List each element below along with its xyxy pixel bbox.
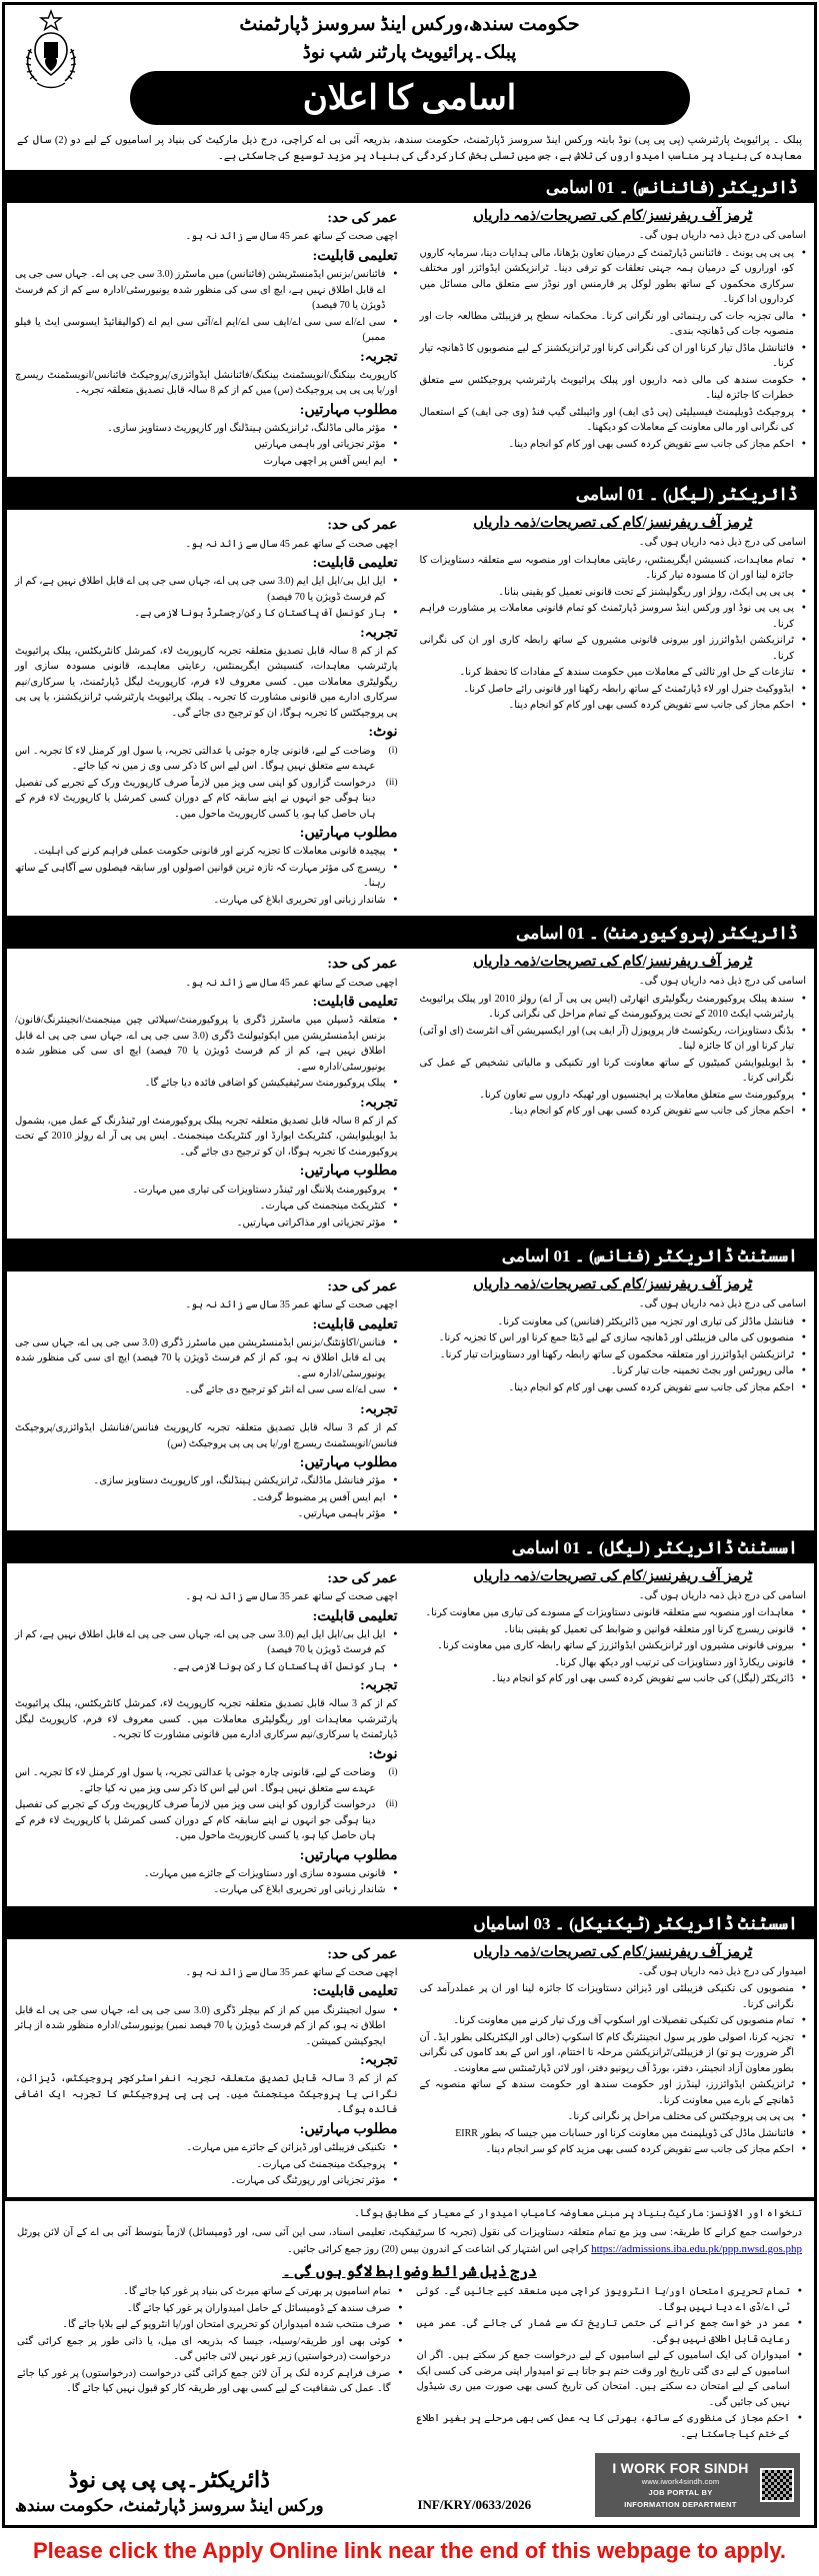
tor-item: ● حکومت سندھ کی مالی ذمہ داریوں اور پبلک پرائیویٹ پارٹنرشپ پروجیکٹس سے متعلق خطرات کا جائزہ لینا۔ (420, 373, 807, 404)
job-body (5, 510, 814, 918)
education-item: ● بار کونسل آف پاکستان کا رکن/رجسٹرڈ ہونا لازمی ہے۔ (15, 606, 398, 622)
conditions-columns (17, 2284, 802, 2445)
skill-item: ● ریسرچ کی مؤثر مہارت کہ تازہ ترین قوانین اصولوں اور سابقہ فیصلوں سے آگاہی کے ساتھ رہنا۔ (15, 861, 398, 892)
condition-item: ● صرف سندھ کے ڈومیسائل کے حامل امیدواران پر غور کیا جائے گا۔ (17, 2301, 403, 2317)
skills-label: مطلوب مہارتیں: (299, 1847, 398, 1863)
skill-item: ● ایم ایس آفس پر اچھی مہارت (15, 454, 398, 470)
tor-intro: امیدوار کی درج ذیل ذمہ داریاں ہوں گی۔ (637, 1965, 806, 1977)
tor-item: ● پی پی پی نوڈ اور ورکس اینڈ سروسز ڈپارٹمنٹ کو تمام قانونی معاملات پر مشاورت فراہم کرنا۔ (420, 601, 807, 632)
tor-intro: اسامی کی درج ذیل ذمہ داریاں ہوں گی۔ (638, 976, 806, 988)
tor-item: ● احکم مجاز کی جانب سے تفویض کردہ کسی بھی مزید کام کو سر انجام دینا۔ (420, 2142, 807, 2158)
advertisement-page (0, 2, 819, 2576)
education-label: تعلیمی قابلیت: (312, 556, 398, 572)
education-list (15, 1013, 398, 1092)
experience-label: تجربہ: (360, 625, 398, 641)
age-limit-value: اچھی صحت کے ساتھ عمر 35 سال سے زائد نہ ہو۔ (185, 1299, 398, 1311)
tor-item: ● معاہدات اور منصوبہ سے متعلقہ قانونی دستاویزات کے مسودے کی تیاری میں معاونت کرنا۔ (420, 1605, 807, 1621)
tor-item: ● پی پی پی ایکٹ، رولز اور ریگولیشنز کے تحت قانونی تعمیل کو یقینی بنانا۔ (420, 585, 807, 601)
age-limit-value: اچھی صحت کے ساتھ عمر 35 سال سے زائد نہ ہو۔ (185, 1966, 398, 1978)
note-marker: (i) (388, 1767, 398, 1778)
apply-online-banner: Please click the Apply Online link near the end of this webpage to apply. (0, 2528, 819, 2576)
conditions-list-left (417, 2284, 803, 2443)
iwork-text (601, 2461, 760, 2509)
skill-item: ● تکنیکی فزیبلٹی اور ڈیزائن کے جائزے میں مہارت۔ (15, 2140, 398, 2156)
terms-of-reference-column (410, 949, 815, 1239)
experience-value: کم از کم 8 سالہ قابل تصدیق متعلقہ تجربہ پبلک پروکیورمنٹ اور ٹینڈرنگ کے عمل میں، بشمول بڈ ایویلیوایشن، کنٹریکٹ ایوارڈ اور کنٹریکٹ مینجمنٹ۔ ایس پی پی آر اے رولز 2010 کے تحت پروکیورمنٹ کا تجربہ ہوگا، ان کو ترجیح دی جائے گی۔ (15, 1115, 398, 1158)
experience-label: تجربہ: (360, 349, 398, 365)
signature-block (5, 2449, 814, 2525)
tor-list (420, 1981, 807, 2158)
education-label: تعلیمی قابلیت: (312, 248, 398, 264)
job-title-bar: اسسٹنٹ ڈائریکٹر (فنانس) ۔ 01 اسامی (5, 1241, 814, 1272)
terms-of-reference-column (410, 203, 815, 477)
skill-item: ● مؤثر تجزیاتی اور باہمی مہارتیں (15, 437, 398, 453)
skill-item: ● پروکیورمنٹ پلاننگ اور ٹینڈر دستاویزات کی تیاری میں مہارت۔ (15, 1183, 398, 1199)
job-body (5, 1272, 814, 1532)
note-list (15, 1765, 398, 1844)
note-item: (i) وضاحت کے لیے، قانونی چارہ جوئی یا عدالتی تجربہ، یا سول اور کرمنل لاء کا تجربہ۔ اس عہدے سے متعلق نہیں ہوگا۔ اس لیے اس کا ذکر سی وی ز میں نہ کیا جائے۔ (15, 745, 398, 773)
tor-list (420, 553, 807, 714)
skill-item: ● ایم ایس آفس پر مضبوط گرفت۔ (15, 1490, 398, 1506)
job-body (5, 1939, 814, 2199)
tor-item: ● احکم مجاز کی جانب سے تفویض کردہ کسی بھی اور کام کو انجام دینا۔ (420, 1104, 807, 1120)
department-line-1: حکومت سندھ،ورکس اینڈ سروسز ڈپارٹمنٹ (239, 14, 580, 35)
tor-item: ● تمام منصوبوں کی تکنیکی تفصیلات اور اسکوپ آف ورک تیار کرنے میں معاونت کرنا۔ (420, 2013, 807, 2029)
note-item: (ii) درخواست گزاروں کو اپنی سی ویز میں لازماً صرف کارپوریٹ ورک کے تجربے کی تفصیل دینا ہوگی جو انہوں نے اپنے سابقہ کام کے دوران کسی کمرشل یا کارپوریٹ لاء فرم کے ہاں حاصل کیا ہو، یا کسی کارپوریٹ ماحول میں۔ (15, 777, 398, 820)
advertisement-frame (2, 2, 817, 2528)
age-limit-label: عمر کی حد: (327, 1946, 398, 1962)
masthead (5, 5, 814, 131)
skill-item: ● کنٹریکٹ مینجمنٹ کی مہارت۔ (15, 1199, 398, 1215)
tor-item: ● منصوبوں کی تکنیکی فزیبلٹی اور ڈیزائن دستاویزات کا جائزہ لینا اور ان پر عملدرآمد کی نگرانی کرنا۔ (420, 1981, 807, 2012)
tor-item: ● فائنانشل ماڈل کی ڈویلپمنٹ میں معاونت کرنا اور حسابات میں جیسا کہ بطور EIRR (420, 2126, 807, 2142)
tor-item: ● احکم مجاز کی جانب سے تفویض کردہ کسی بھی اور کام کو انجام دینا۔ (420, 1380, 807, 1396)
experience-value: کم از کم 3 سالہ قابل تصدیق متعلقہ تجربہ کارپوریٹ فنانس/فنانشل ایڈوائزری/پروجیکٹ فنانس/انویسٹمنٹ ریسرچ اور/یا پی پی پی پروجیکٹ (س) (15, 1422, 398, 1449)
note-item: (ii) درخواست گزاروں کو اپنی سی ویز میں لازماً صرف کارپوریٹ ورک کے تجربے کی تفصیل دینا ہوگی جو انہوں نے اپنے سابقہ کام کے دوران کسی کمرشل یا کارپوریٹ لاء فرم کے ہاں حاصل کیا ہو، یا کسی کارپوریٹ ماحول میں۔ (15, 1799, 398, 1842)
department-line-2: پبلک۔پرائیویٹ پارٹنر شپ نوڈ (302, 41, 517, 62)
note-label: نوٹ: (368, 1746, 398, 1762)
job-body (5, 203, 814, 479)
age-limit-label: عمر کی حد: (327, 957, 398, 973)
tor-item: ● فنانشل ماڈلز کی تیاری اور تجزیہ میں ڈائریکٹر (فنانس) کی معاونت کرنا۔ (420, 1314, 807, 1330)
qr-code-icon (760, 2468, 794, 2502)
skills-list (15, 2140, 398, 2189)
experience-value: کم از کم 8 سالہ قابل تصدیق متعلقہ تجربہ کارپوریٹ لاء، کمرشل کانٹریکٹس، پبلک پرائیویٹ پارٹنرشپ معاہدات، کنسیشن ایگریمنٹس، رعایتی معاہدے، قانونی مسودہ سازی اور ریگولیٹری معاملات میں۔ کسی معروف لاء فرم، کارپوریٹ لیگل ڈپارٹمنٹ، یا سرکاری/نیم سرکاری ادارے میں قانونی مشاورت کا تجربہ۔ پبلک پرائیویٹ پارٹنرشپ ٹرانزیکشنز، یا پی پی پی پروجیکٹس کا تجربہ ہوگا، ان کو ترجیح دی جائے گی۔ (15, 645, 398, 719)
education-item: ● سی اے/اے سی سی اے/ایف سی اے/ایم اے/آئی سی ایم اے (کوالیفائیڈ ایسوسی ایٹ یا فیلو ممبر) (15, 315, 398, 346)
tor-intro: اسامی کی درج ذیل ذمہ داریاں ہوں گی۔ (638, 537, 806, 549)
apply-method-text: درخواست جمع کرانے کا طریقہ: سی ویز مع تمام متعلقہ دستاویزات کی نقول (تجربہ کا سرٹیفکیٹ، تعلیمی اسناد، سی این آئی سی، اور ڈومیسائل) لازماً بتوسط آئی بی اے کے آن لائن پورٹل (17, 2226, 802, 2238)
iwork-url: www.iwork4sindh.com (641, 2477, 720, 2487)
tor-list (420, 992, 807, 1120)
job-body (5, 1563, 814, 1908)
experience-value: کم از کم 3 سالہ قابل تصدیق متعلقہ تجربہ کارپوریٹ لاء، کمرشل کانٹریکٹس، پبلک پرائیویٹ پارٹنرشپ معاہدات اور ریگولیٹری معاملات میں۔ کسی معروف لاء فرم، کارپوریٹ لیگل ڈپارٹمنٹ یا سرکاری/نیم سرکاری ادارے میں قانونی مشاورت کا تجربہ۔ (15, 1698, 398, 1741)
skill-item: ● شاندار زبانی اور تحریری ابلاغ کی مہارت۔ (15, 1882, 398, 1898)
skills-label: مطلوب مہارتیں: (299, 826, 398, 842)
salary-line: تنخواہ اور الاؤنسز: مارکیٹ بنیاد پر مبنی معاوضہ کامیاب امیدوار کے معیار کے مطابق ہوگا۔ (354, 2207, 802, 2219)
education-label: تعلیمی قابلیت: (312, 1316, 398, 1332)
age-limit-value: اچھی صحت کے ساتھ عمر 45 سال سے زائد نہ ہو۔ (185, 977, 398, 989)
tor-item: ● بڈنگ دستاویزات، ریکوئسٹ فار پروپوزل (آر ایف پی) اور ایکسپریشن آف انٹرسٹ (ای او آئی) تیار کرنا اور ان کا جائزہ لینا۔ (420, 1024, 807, 1055)
education-item: ● ایل ایل بی/ایل ایل ایم (3.0 سی جی پی اے، جہاں سی جی پی اے قابل اطلاق نہیں ہے، کم از کم فرسٹ ڈویژن یا 70 فیصد) (15, 1627, 398, 1658)
education-list (15, 1627, 398, 1675)
tor-list (420, 1314, 807, 1396)
skill-item: ● شاندار زبانی اور تحریری ابلاغ کی مہارت۔ (15, 893, 398, 909)
note-list (15, 744, 398, 823)
skills-label: مطلوب مہارتیں: (299, 1455, 398, 1471)
job-title-bar: ڈائریکٹر (لیگل) ۔ 01 اسامی (5, 479, 814, 510)
tor-heading: ٹرمز آف ریفرنسز/کام کی تصریحات/ذمہ داریاں (473, 1277, 753, 1293)
tor-item: ● تنازعات کے حل اور ثالثی کے معاملات میں حکومت سندھ کے مفادات کا تحفظ کرنا۔ (420, 665, 807, 681)
note-marker: (i) (388, 745, 398, 756)
tor-heading: ٹرمز آف ریفرنسز/کام کی تصریحات/ذمہ داریاں (473, 515, 753, 532)
skills-label: مطلوب مہارتیں: (299, 402, 398, 418)
job-requirements-column (5, 510, 410, 916)
tor-heading: ٹرمز آف ریفرنسز/کام کی تصریحات/ذمہ داریاں (473, 1943, 753, 1960)
job-title-bar: ڈائریکٹر (پروکیورمنٹ) ۔ 01 اسامی (5, 918, 814, 949)
tor-item: ● مالی تجزیہ جات کی رہنمائی اور نگرانی کرنا۔ محکمانہ سطح پر فزیبلٹی مطالعہ جات اور منصوبہ جات کی ڈھانچہ بندی۔ (420, 309, 807, 340)
skill-item: ● مؤثر باہمی مہارتیں۔ (15, 1506, 398, 1522)
govt-of-sindh-emblem-icon (15, 9, 87, 95)
skills-list (15, 1473, 398, 1522)
job-listings (5, 172, 814, 2198)
skills-list (15, 1866, 398, 1898)
job-title-bar: اسسٹنٹ ڈائریکٹر (لیگل) ۔ 01 اسامی (5, 1532, 814, 1563)
education-list (15, 574, 398, 622)
education-item: ● متعلقہ ڈسپلن میں ماسٹرز ڈگری یا پروکیورمنٹ/سپلائی چین مینجمنٹ/انجینئرنگ/قانون/بزنس ایڈمنسٹریشن میں ایکوئیولنٹ ڈگری (3.0 سی جی پی اے، جہاں سی جی پی اے قابل اطلاق نہیں ہے، کم از کم فرسٹ ڈویژن یا 70 فیصد) ایچ ای سی کی منظور شدہ یونیورسٹی/ادارہ سے۔ (15, 1013, 398, 1075)
age-limit-label: عمر کی حد: (327, 1280, 398, 1295)
tor-item: ● قانونی ریکارڈ اور دستاویزات کی ترتیب اور دیکھ بھال کرنا۔ (420, 1655, 807, 1671)
terms-of-reference-column (410, 510, 815, 916)
skill-item: ● مؤثر تجزیاتی اور مذاکراتی مہارتیں۔ (15, 1216, 398, 1232)
condition-item: ● صرف منتخب شدہ امیدواران کو تحریری امتحان اور/یا انٹرویو کے لیے بلایا جائے گا۔ (17, 2317, 403, 2333)
education-item: ● بار کونسل آف پاکستان کا رکن ہونا لازمی ہے۔ (15, 1659, 398, 1675)
note-item: (i) وضاحت کے لیے، قانونی چارہ جوئی یا عدالتی تجربہ، یا سول اور کرمنل لاء کا تجربہ۔ اس عہدے سے متعلق نہیں ہوگا۔ اس لیے اس کا ذکر سی ویز میں نہ کیا جائے۔ (15, 1767, 398, 1794)
education-label: تعلیمی قابلیت: (312, 1608, 398, 1624)
skills-list (15, 421, 398, 470)
job-body (5, 949, 814, 1241)
skills-list (15, 844, 398, 908)
experience-label: تجربہ: (360, 1401, 398, 1417)
education-label: تعلیمی قابلیت: (312, 1984, 398, 2000)
skills-label: مطلوب مہارتیں: (299, 2121, 398, 2137)
job-requirements-column (5, 949, 410, 1239)
skills-label: مطلوب مہارتیں: (299, 1164, 398, 1180)
skill-item: ● مؤثر تجزیاتی اور رپورٹنگ کی مہارت۔ (15, 2173, 398, 2189)
education-list (15, 1335, 398, 1398)
signature-title: ڈائریکٹر۔پی پی پی نوڈ (68, 2466, 270, 2492)
inf-code: INF/KRY/0633/2026 (417, 2497, 532, 2513)
tor-item: ● ٹرانزیکشن ایڈوائزرز اور متعلقہ محکموں کے ساتھ رابطہ رکھنا اور دستاویزات تیار کرنا۔ (420, 1347, 807, 1363)
tor-item: ● فائنانشل ماڈل تیار کرنا اور ان کی نگرانی کرنا اور ٹرانزیکشنز کے لیے منصوبوں کا ڈھانچہ تیار کرنا۔ (420, 341, 807, 372)
job-title-bar: ڈائریکٹر (فائنانس) ۔ 01 اسامی (5, 172, 814, 203)
tor-intro: اسامی کی درج ذیل ذمہ داریاں ہوں گی۔ (638, 230, 806, 242)
experience-label: تجربہ: (360, 1678, 398, 1694)
tor-item: ● مالی رپورٹس اور بجٹ تخمینہ جات تیار کرنا۔ (420, 1363, 807, 1379)
skills-list (15, 1183, 398, 1232)
education-label: تعلیمی قابلیت: (312, 995, 398, 1011)
tor-item: ● احکم مجاز کی جانب سے تفویض کردہ کسی بھی اور کام کو انجام دینا۔ (420, 437, 807, 453)
tor-item: ● منصوبوں کی مالی فزیبلٹی اور ڈھانچہ سازی کے لیے ڈیٹا جمع کرنا اور اس کا تجزیہ کرنا۔ (420, 1330, 807, 1346)
education-item: ● سول انجینئرنگ میں کم از کم بیچلر ڈگری (3.0 سی جی پی اے، جہاں سی جی پی اے قابل اطلاق نہ ہو، کم از کم فرسٹ ڈویژن یا 70 فیصد نمبر) یونیورسٹی/ادارہ منظور شدہ از ہائر ایجوکیشن کمیشن۔ (15, 2003, 398, 2050)
tor-item: ● ٹرانزیکشن ایڈوائزرز، لینڈرز اور حکومت سندھ اور حکومت سندھ کے ساتھ منصوبہ کے ڈھانچے کے بارے میں معاونت کرنا۔ (420, 2077, 807, 2108)
skill-item: ● پیچیدہ قانونی معاملات کا تجزیہ کرنے اور قانونی حکومت عملی فراہم کرنے کی اہلیت۔ (15, 844, 398, 860)
signature-department: ورکس اینڈ سروسز ڈپارٹمنٹ، حکومت سندھ (15, 2496, 324, 2516)
education-item: ● فائنانس/بزنس ایڈمنسٹریشن (فائنانس) میں ماسٹرز (3.0 سی جی پی اے۔ جہاں سی جی پی اے قابل اطلاق نہیں ہے، ایچ ای سی کی منظور شدہ یونیورسٹی/ادارہ سے کم از کم فرسٹ ڈویژن یا 70 فیصد) (15, 267, 398, 314)
tor-item: ● پروکیورمنٹ سے متعلق معاملات پر ایجنسیوں اور ٹھیکہ داروں سے تعاون کرنا۔ (420, 1088, 807, 1104)
footer-block (5, 2199, 814, 2450)
job-requirements-column (5, 1272, 410, 1530)
skill-item: ● مؤثر مالی ماڈلنگ، ٹرانزیکشن ہینڈلنگ اور کارپوریٹ دستاویز سازی۔ (15, 421, 398, 437)
tor-item: ● بڈ ایویلیوایشن کمیٹیوں کے ساتھ معاونت کرنا اور تکنیکی و مالیاتی تشخیص کے عمل کی نگرانی کرنا۔ (420, 1056, 807, 1087)
terms-of-reference-column (410, 1939, 815, 2197)
iwork-subline-1: JOB PORTAL BY (648, 2488, 713, 2498)
tor-list (420, 246, 807, 453)
skill-item: ● پروجیکٹ مینجمنٹ کی مہارت۔ (15, 2157, 398, 2173)
apply-method-tail: کراچی اس اشتہار کی اشاعت کے اندرون بیس (20) روز جمع کرائی جائیں۔ (287, 2243, 589, 2255)
terms-of-reference-column (410, 1563, 815, 1906)
condition-item: ● امیدواران کی ایک اسامیوں کے لیے اسامیوں کے لیے درخواست جمع کر سکتے ہیں۔ اگر ان اسامیوں کے لیے دی گئی تاریخ اور وقت ختم ہو جاتا ہے تو امیدوار اپنی مرضی کی کسی ایک اسامی کے لیے امتحان دے سکتے ہیں۔ امتحان کی تاریخ کسی بھی صورت میں ری شیڈول نہیں کی جائیں گی۔ (417, 2348, 803, 2410)
intro-paragraph: پبلک ۔ پرائیویٹ پارٹنرشپ (پی پی پی) نوڈ بابتہ ورکس اینڈ سروسز ڈپارٹمنٹ، حکومت سندھ، بذریعہ آئی بی اے کراچی، درج ذیل مارکیٹ کی بنیاد پر اسامیوں کے لیے دو (2) سال کے معاہدہ کی بنیاد پر مناسب امیدواروں کی تلاش ہے، جس میں تسلی بخش کارکردگی کی بنیاد پر مزید توسیع کی جاسکتی ہے۔ (5, 131, 814, 173)
condition-item: ● تمام اسامیوں پر بھرتی کے ساتھ میرٹ کی بنیاد پر غور کیا جائے گا۔ (17, 2284, 403, 2300)
tor-item: ● قانونی ریسرچ کرنا اور متعلقہ قوانین و ضوابط کی تعمیل کو یقینی بنانا۔ (420, 1622, 807, 1638)
age-limit-label: عمر کی حد: (327, 1570, 398, 1586)
note-marker: (ii) (385, 777, 398, 788)
tor-item: ● ایڈووکیٹ جنرل اور لاء ڈپارٹمنٹ کے ساتھ رابطہ رکھنا اور قانونی رائے حاصل کرنا۔ (420, 682, 807, 698)
education-list (15, 2003, 398, 2050)
tor-item: ● سندھ پبلک پروکیورمنٹ ریگولیٹری اتھارٹی (ایس پی پی آر اے) رولز 2010 اور پبلک پرائیویٹ پارٹنرشپ ایکٹ 2010 کے تحت پروکیورمنٹ کے تمام مراحل کی نگرانی کرنا۔ (420, 992, 807, 1023)
skill-item: ● قانونی مسودہ سازی اور دستاویزات کے جائزے میں مہارت۔ (15, 1866, 398, 1882)
tor-item: ● تمام معاہدات، کنسیشن ایگریمنٹس، رعایتی معاہدات اور منصوبہ سے متعلقہ دستاویزات کا جائزہ لینا اور ان کا مسودہ تیار کرنا۔ (420, 553, 807, 584)
job-requirements-column (5, 1939, 410, 2197)
note-label: نوٹ: (368, 725, 398, 741)
job-requirements-column (5, 203, 410, 477)
experience-value: کارپوریٹ بینکنگ/انویسٹمنٹ بینکنگ/فائنانشل ایڈوائزری/پروجیکٹ فائنانس/انویسٹمنٹ ریسرچ اور/یا پی پی پی پروجیکٹ (س) میں کم از کم 8 سالہ قابل تصدیق متعلقہ تجربہ۔ (15, 369, 398, 397)
tor-heading: ٹرمز آف ریفرنسز/کام کی تصریحات/ذمہ داریاں (473, 1567, 753, 1584)
job-requirements-column (5, 1563, 410, 1906)
apply-online-url[interactable]: https://admissions.iba.edu.pk/ppp.nwsd.gos.php (591, 2242, 802, 2255)
tor-item: ● پی پی پی پروجیکٹس کی مختلف مراحل پر نگرانی کرنا۔ (420, 2109, 807, 2125)
iwork-title: I WORK FOR SINDH (612, 2460, 749, 2477)
tor-item: ● تجزیہ کرنا، اصولی طور پر سول انجینئرنگ کام کا اسکوپ (خالی اور الیکٹریکلی بطور ایڈ۔ آن اگر ضرورت ہو تو) از فزیبلٹی/ٹرانزیکشن مرحلہ تا اختتام، اور اس کے بعد کاموں کی نگرانی بطور معاون آزاد انجینئر، دفتر، بورڈ آف ریونیو دفتر، اور لائن ڈپارٹمنٹس سے معاونت۔ (420, 2030, 807, 2077)
experience-label: تجربہ: (360, 1095, 398, 1111)
condition-item: ● صرف فراہم کردہ لنک پر آن لائن جمع کرائی گئی درخواست (درخواستوں) پر غور کیا جائے گا۔ عمل کی شفافیت کے لیے کسی بھی اور طریقہ کار کو قبول نہیں کیا جائے گا۔ (17, 2366, 403, 2397)
condition-item: ● احکم مجاز کی منظوری کے ساتھ، بھرتی کا یہ عمل کسی بھی مرحلے پر بغیر اطلاع کے ختم کیا جاسکتا ہے۔ (417, 2411, 803, 2442)
tor-heading: ٹرمز آف ریفرنسز/کام کی تصریحات/ذمہ داریاں (473, 208, 753, 225)
education-item: ● ایل ایل بی/ایل ایل ایم (3.0 سی جی پی اے، جہاں سی جی پی اے قابل اطلاق نہیں ہے، کم از کم فرسٹ ڈویژن یا 70 فیصد) (15, 574, 398, 605)
conditions-list-right (17, 2284, 403, 2443)
condition-item: ● تمام تحریری امتحان اور/یا انٹرویوز کراچی میں منعقد کیے جائیں گے۔ کوئی ٹی اے/ڈی اے دیا نہیں ہوگا۔ (417, 2284, 803, 2315)
education-list (15, 267, 398, 346)
apply-method-line (17, 2225, 802, 2259)
tor-heading: ٹرمز آف ریفرنسز/کام کی تصریحات/ذمہ داریاں (473, 954, 753, 971)
tor-item: ● بیرونی قانونی مشیروں اور ٹرانزیکشن ایڈوائزرز کے ساتھ رابطہ کاری میں معاونت کرنا۔ (420, 1638, 807, 1654)
page-title: اسامی کا اعلان (130, 71, 690, 125)
age-limit-label: عمر کی حد: (327, 211, 398, 227)
tor-list (420, 1605, 807, 1687)
condition-item: ● کوئی بھی اور طریقہ/وسیلہ، جیسا کہ بذریعہ ای میل، یا ذاتی طور پر جمع کرائی گئی درخواست (درخواستیں) زیر غور نہیں لائی جائیں گی۔ (17, 2334, 403, 2365)
iwork-for-sindh-badge (595, 2453, 800, 2517)
experience-value: کم از کم 3 سالہ قابل تصدیق متعلقہ تجربہ انفراسٹرکچر پروجیکٹس، ڈیزائن، نگرانی یا پروجیکٹ مینجمنٹ میں۔ پی پی پی پروجیکٹس کا تجربہ ایک اضافی فائدہ ہوگا۔ (15, 2073, 398, 2116)
tor-item: ● احکم مجاز کی جانب سے تفویض کردہ کسی بھی اور کام کو انجام دینا۔ (420, 698, 807, 714)
age-limit-label: عمر کی حد: (327, 518, 398, 534)
condition-item: ● عمر در خواست جمع کرانے کی حتمی تاریخ تک سے شمار کی جائے گی۔ عمر میں رعایت قابل اطلاق نہیں ہوگی۔ (417, 2316, 803, 2347)
tor-item: ● ڈائریکٹر (لیگل) کی جانب سے تفویض کردہ کسی بھی اور کام کو انجام دینا۔ (420, 1671, 807, 1687)
age-limit-value: اچھی صحت کے ساتھ عمر 45 سال سے زائد نہ ہو۔ (185, 231, 398, 243)
tor-intro: اسامی کی درج ذیل ذمہ داریاں ہوں گی۔ (638, 1589, 806, 1601)
conditions-heading: درج ذیل شرائط وضوابط لاگو ہوں گی ۔ (282, 2264, 537, 2281)
job-title-bar: اسسٹنٹ ڈائریکٹر (ٹیکنیکل) ۔ 03 اسامیاں (5, 1908, 814, 1939)
tor-intro: اسامی کی درج ذیل ذمہ داریاں ہوں گی۔ (638, 1298, 806, 1310)
tor-item: ● ٹرانزیکشن ایڈوائزرز اور بیرونی قانونی مشیروں کے ساتھ رابطہ کاری اور ان کی نگرانی کرنا۔ (420, 633, 807, 664)
terms-of-reference-column (410, 1272, 815, 1530)
skill-item: ● مؤثر فنانشل ماڈلنگ، ٹرانزیکشن ہینڈلنگ، اور کارپوریٹ دستاویز سازی۔ (15, 1473, 398, 1489)
tor-item: ● پی پی پی یونٹ ۔ فائنانس ڈپارٹمنٹ کے درمیان تعاون بڑھانا، مالی ہدایات دینا، سرمایہ کاروں کو، اوراروں کے درمیان ہمہ جہتی تعلقات کو ترقی دینا۔ ٹرانزیکشن ایڈوائزر اور مختلف سرکاری محکموں کے ساتھ بطور لوکل پر فارمنس اور نوڈز سے متعلق مالی مسائل میں کرداروں ادا کرنا۔ (420, 246, 807, 308)
education-item: ● سی اے/اے سی سی اے انٹر کو ترجیح دی جائے گی۔ (15, 1382, 398, 1398)
note-marker: (ii) (385, 1799, 398, 1810)
age-limit-value: اچھی صحت کے ساتھ عمر 45 سال سے زائد نہ ہو۔ (185, 538, 398, 550)
iwork-subline-2: INFORMATION DEPARTMENT (624, 2499, 737, 2509)
education-item: ● پبلک پروکیورمنٹ سرٹیفیکیشن کو اضافی فائدہ دیا جائے گا۔ (15, 1076, 398, 1092)
signatory (15, 2466, 324, 2518)
education-item: ● فنانس/اکاؤنٹنگ/بزنس ایڈمنسٹریشن میں ماسٹرز ڈگری (3.0 سی جی پی اے، جہاں سی جی پی اے قابل اطلاق نہ ہو، کم از کم فرسٹ ڈویژن یا 70 فیصد) ایچ ای سی کی منظور شدہ یونیورسٹی/ادارہ سے۔ (15, 1335, 398, 1382)
age-limit-value: اچھی صحت کے ساتھ عمر 35 سال سے زائد نہ ہو۔ (185, 1591, 398, 1603)
experience-label: تجربہ: (360, 2053, 398, 2069)
tor-item: ● پروجیکٹ ڈویلپمنٹ فیسیلیٹی (پی ڈی ایف) اور وائیبلٹی گیپ فنڈ (وی جی ایف) کے استعمال کی نگرانی اور مالی معاونت کے معاملات کو دیکھنا۔ (420, 405, 807, 436)
